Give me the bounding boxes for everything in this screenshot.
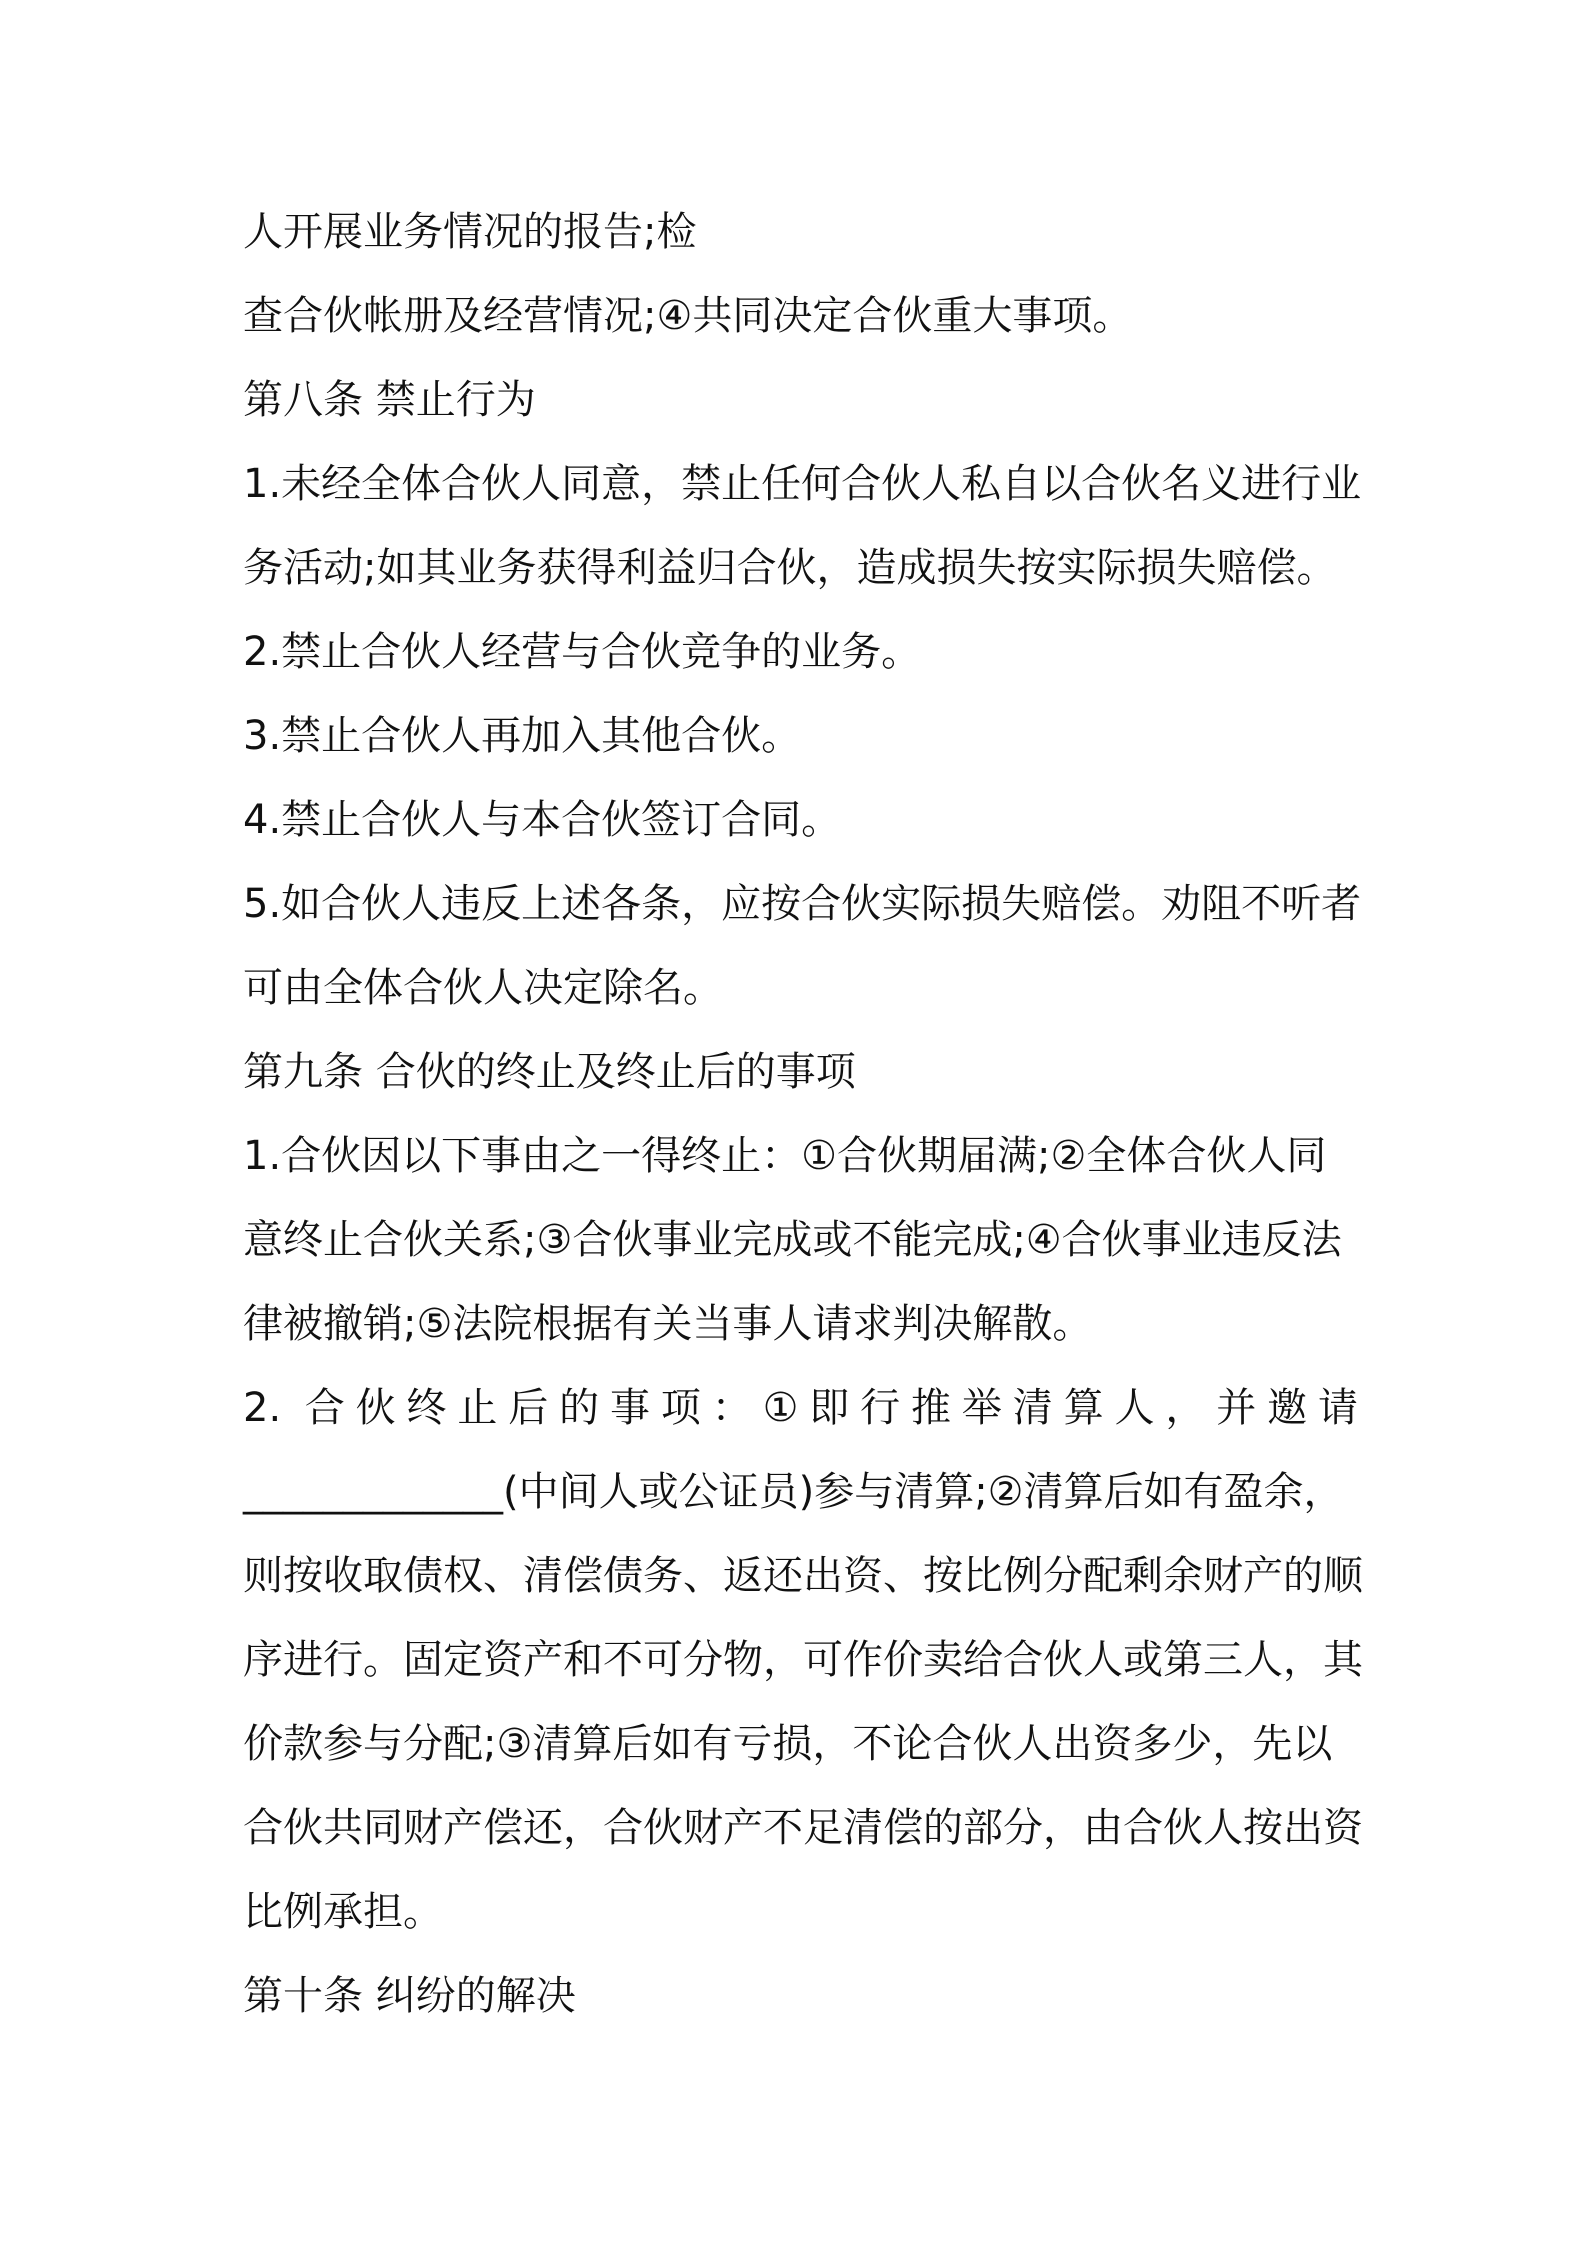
text-line: 2. 合伙终止后的事项：①即行推举清算人，并邀请 <box>243 1385 1358 1431</box>
text-line: 5.如合伙人违反上述各条，应按合伙实际损失赔偿。劝阻不听者 <box>243 881 1362 927</box>
text-line: 3.禁止合伙人再加入其他合伙。 <box>243 713 802 759</box>
text-line: 律被撤销;⑤法院根据有关当事人请求判决解散。 <box>243 1301 1093 1347</box>
text-line: 2.禁止合伙人经营与合伙竞争的业务。 <box>243 629 922 675</box>
text-line: _____________(中间人或公证员)参与清算;②清算后如有盈余， <box>243 1469 1344 1515</box>
section-heading: 第八条 禁止行为 <box>243 377 536 423</box>
text-line: 查合伙帐册及经营情况;④共同决定合伙重大事项。 <box>243 293 1133 339</box>
text-line: 序进行。固定资产和不可分物，可作价卖给合伙人或第三人，其 <box>243 1637 1363 1683</box>
document-body <box>243 190 1363 2038</box>
text-line: 可由全体合伙人决定除名。 <box>243 965 723 1011</box>
text-line: 意终止合伙关系;③合伙事业完成或不能完成;④合伙事业违反法 <box>243 1217 1342 1263</box>
text-line: 合伙共同财产偿还，合伙财产不足清偿的部分，由合伙人按出资 <box>243 1805 1363 1851</box>
text-line: 1.合伙因以下事由之一得终止：①合伙期届满;②全体合伙人同 <box>243 1133 1327 1179</box>
text-line: 比例承担。 <box>243 1889 443 1935</box>
text-line: 人开展业务情况的报告;检 <box>243 209 697 255</box>
section-heading: 第九条 合伙的终止及终止后的事项 <box>243 1049 856 1095</box>
text-line: 4.禁止合伙人与本合伙签订合同。 <box>243 797 842 843</box>
text-line: 则按收取债权、清偿债务、返还出资、按比例分配剩余财产的顺 <box>243 1553 1363 1599</box>
text-line: 1.未经全体合伙人同意，禁止任何合伙人私自以合伙名义进行业 <box>243 461 1362 507</box>
text-line: 务活动;如其业务获得利益归合伙，造成损失按实际损失赔偿。 <box>243 545 1337 591</box>
section-heading: 第十条 纠纷的解决 <box>243 1973 576 2019</box>
text-line: 价款参与分配;③清算后如有亏损，不论合伙人出资多少，先以 <box>243 1721 1333 1767</box>
